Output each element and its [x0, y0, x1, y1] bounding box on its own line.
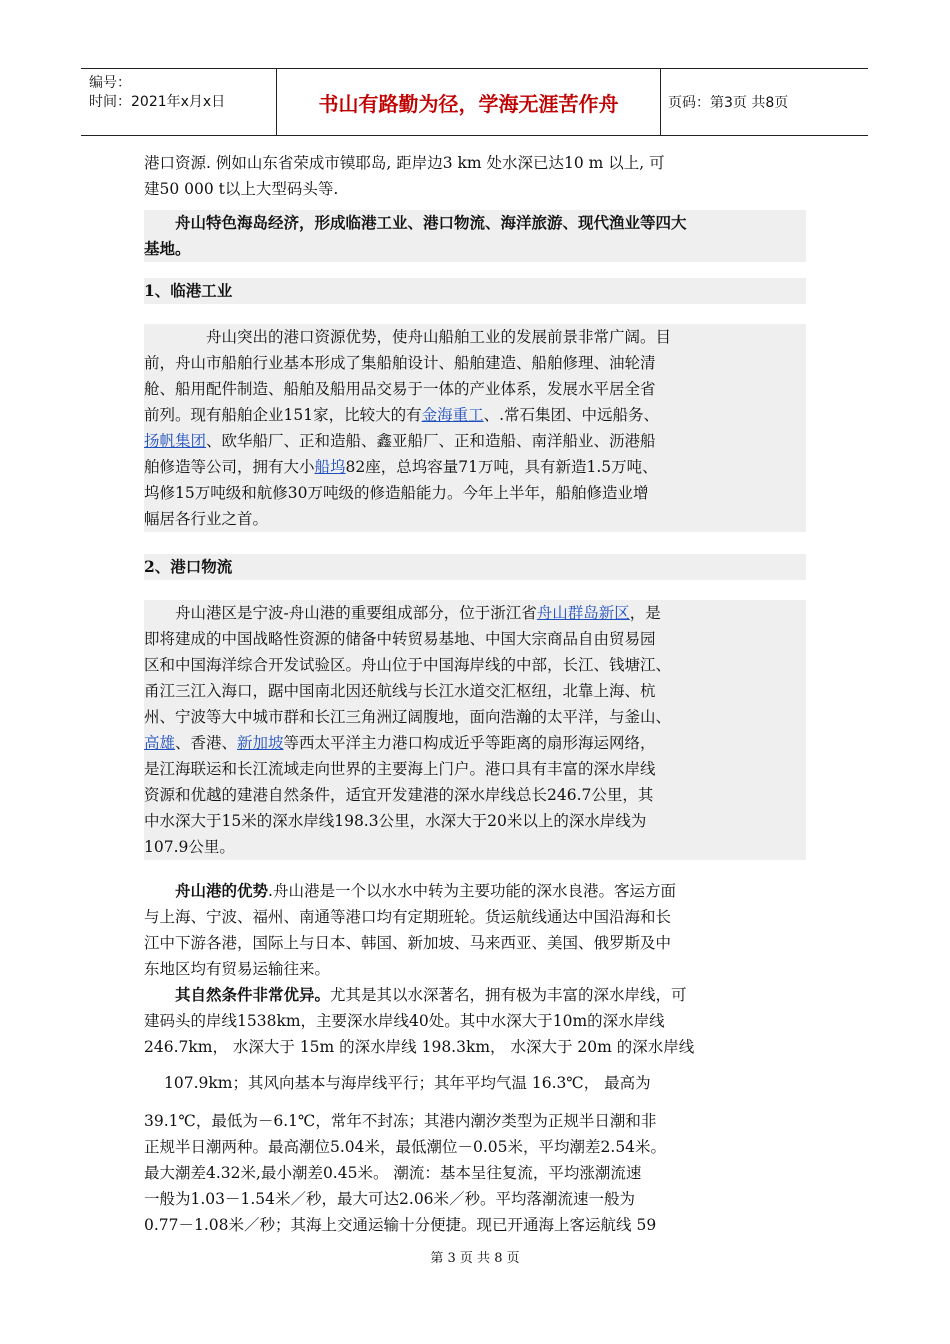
- text-line: [144, 878, 806, 904]
- text-line: 107.9公里。: [144, 838, 235, 856]
- text-line: [144, 402, 806, 428]
- paragraph-natural-conditions: [144, 982, 806, 1238]
- text-line: 正规半日潮两种。最高潮位5.04米，最低潮位－0.05米，平均潮差2.54米。: [144, 1138, 667, 1156]
- text-run: 尤其是其以水深著名，拥有极为丰富的深水岸线，可: [330, 986, 687, 1004]
- code-label: 编号：: [89, 75, 131, 91]
- link-yangfan-group[interactable]: 扬帆集团: [144, 432, 207, 450]
- text-line: [144, 600, 806, 626]
- document-body: [144, 150, 806, 1238]
- paragraph-zhoushan-economy: [144, 210, 806, 262]
- text-line: 107.9km；其风向基本与海岸线平行；其年平均气温 16.3℃， 最高为: [164, 1074, 651, 1092]
- text-line: 江中下游各港，国际上与日本、韩国、新加坡、马来西亚、美国、俄罗斯及中: [144, 934, 672, 952]
- text-line: [144, 428, 806, 454]
- text-line: 建50 000 t以上大型码头等.: [144, 180, 339, 198]
- paragraph-port-advantage: [144, 878, 806, 982]
- link-singapore[interactable]: 新加坡: [237, 734, 284, 752]
- link-jinhai-heavy-industry[interactable]: 金海重工: [421, 406, 484, 424]
- text-line: 州、宁波等大中城市群和长江三角洲辽阔腹地，面向浩瀚的太平洋，与釜山、: [144, 708, 672, 726]
- text-line: 区和中国海洋综合开发试验区。舟山位于中国海岸线的中部，长江、钱塘江、: [144, 656, 672, 674]
- text-run: ，是: [629, 604, 661, 622]
- header-motto: 书山有路勤为径，学海无涯苦作舟: [277, 69, 661, 135]
- link-kaohsiung[interactable]: 高雄: [144, 734, 176, 752]
- text-line: 坞修15万吨级和航修30万吨级的修造船能力。今年上半年，船舶修造业增: [144, 484, 649, 502]
- text-line: 即将建成的中国战略性资源的储备中转贸易基地、中国大宗商品自由贸易园: [144, 630, 656, 648]
- header-meta: [81, 69, 277, 135]
- text-line: 基地。: [144, 239, 191, 258]
- text-line: 舱、船用配件制造、船舶及船用品交易于一体的产业体系，发展水平居全省: [144, 380, 656, 398]
- text-line: 一般为1.03－1.54米／秒，最大可达2.06米／秒。平均落潮流速一般为: [144, 1190, 636, 1208]
- page-header: [81, 68, 868, 136]
- text-line: 与上海、宁波、福州、南通等港口均有定期班轮。货运航线通达中国沿海和长: [144, 908, 672, 926]
- text-run: .舟山港是一个以水水中转为主要功能的深水良港。客运方面: [268, 882, 676, 900]
- paragraph-port-resources: [144, 150, 806, 202]
- text-run: 舟山港区是宁波-舟山港的重要组成部分，位于浙江省: [175, 604, 537, 622]
- text-run: 、欧华船厂、正和造船、鑫亚船厂、正和造船、南洋船业、沥港船: [206, 432, 656, 450]
- text-line: 资源和优越的建港自然条件，适宜开发建港的深水岸线总长246.7公里，其: [144, 786, 654, 804]
- text-line: [144, 730, 806, 756]
- text-line: 39.1℃，最低为－6.1℃，常年不封冻；其港内潮汐类型为正规半日潮和非: [144, 1112, 657, 1130]
- text-line: 246.7km， 水深大于 15m 的深水岸线 198.3km， 水深大于 20m 的深水岸线: [144, 1038, 695, 1056]
- text-run: 前列。现有船舶企业151家，比较大的有: [144, 406, 422, 424]
- text-run-bold: 舟山港的优势: [175, 881, 269, 900]
- text-line: 舟山特色海岛经济，形成临港工业、港口物流、海洋旅游、现代渔业等四大: [175, 213, 687, 232]
- text-line: 前，舟山市船舶行业基本形成了集船舶设计、船舶建造、船舶修理、油轮清: [144, 354, 656, 372]
- text-line: 0.77－1.08米／秒；其海上交通运输十分便捷。现已开通海上客运航线 59: [144, 1216, 657, 1234]
- text-run: 、香港、: [175, 734, 238, 752]
- link-zhoushan-new-area[interactable]: 舟山群岛新区: [536, 604, 630, 622]
- text-line: [144, 982, 806, 1008]
- text-line: 是江海联运和长江流域走向世界的主要海上门户。港口具有丰富的深水岸线: [144, 760, 656, 778]
- text-line: 最大潮差4.32米,最小潮差0.45米。 潮流：基本呈往复流，平均涨潮流速: [144, 1164, 642, 1182]
- text-run: 82座，总坞容量71万吨，具有新造1.5万吨、: [345, 458, 658, 476]
- text-line: 甬江三江入海口，踞中国南北因还航线与长江水道交汇枢纽，北靠上海、杭: [144, 682, 656, 700]
- text-line: 中水深大于15米的深水岸线198.3公里，水深大于20米以上的深水岸线为: [144, 812, 647, 830]
- text-run-bold: 其自然条件非常优异。: [175, 985, 331, 1004]
- text-line: 幅居各行业之首。: [144, 510, 269, 528]
- paragraph-shipbuilding: [144, 324, 806, 532]
- text-line: 舟山突出的港口资源优势，使舟山船舶工业的发展前景非常广阔。目: [206, 328, 672, 346]
- heading-industry: 1、临港工业: [144, 278, 806, 304]
- header-page-info: 页码：第3页 共8页: [668, 95, 789, 111]
- paragraph-port-logistics: [144, 600, 806, 860]
- time-label: 时间：2021年x月x日: [89, 94, 226, 110]
- text-line: 港口资源. 例如山东省荣成市镆耶岛, 距岸边3 km 处水深已达10 m 以上, 可: [144, 154, 665, 172]
- text-line: [144, 454, 806, 480]
- text-line: 东地区均有贸易运输往来。: [144, 960, 331, 978]
- text-line: 建码头的岸线1538km，主要深水岸线40处。其中水深大于10m的深水岸线: [144, 1012, 665, 1030]
- heading-logistics: 2、港口物流: [144, 554, 806, 580]
- page-footer: 第 3 页 共 8 页: [430, 1251, 520, 1266]
- text-run: 等西太平洋主力港口构成近乎等距离的扇形海运网络，: [283, 734, 656, 752]
- text-run: 舶修造等公司，拥有大小: [144, 458, 315, 476]
- link-dock[interactable]: 船坞: [314, 458, 346, 476]
- text-run: 、.常石集团、中远船务、: [483, 406, 660, 424]
